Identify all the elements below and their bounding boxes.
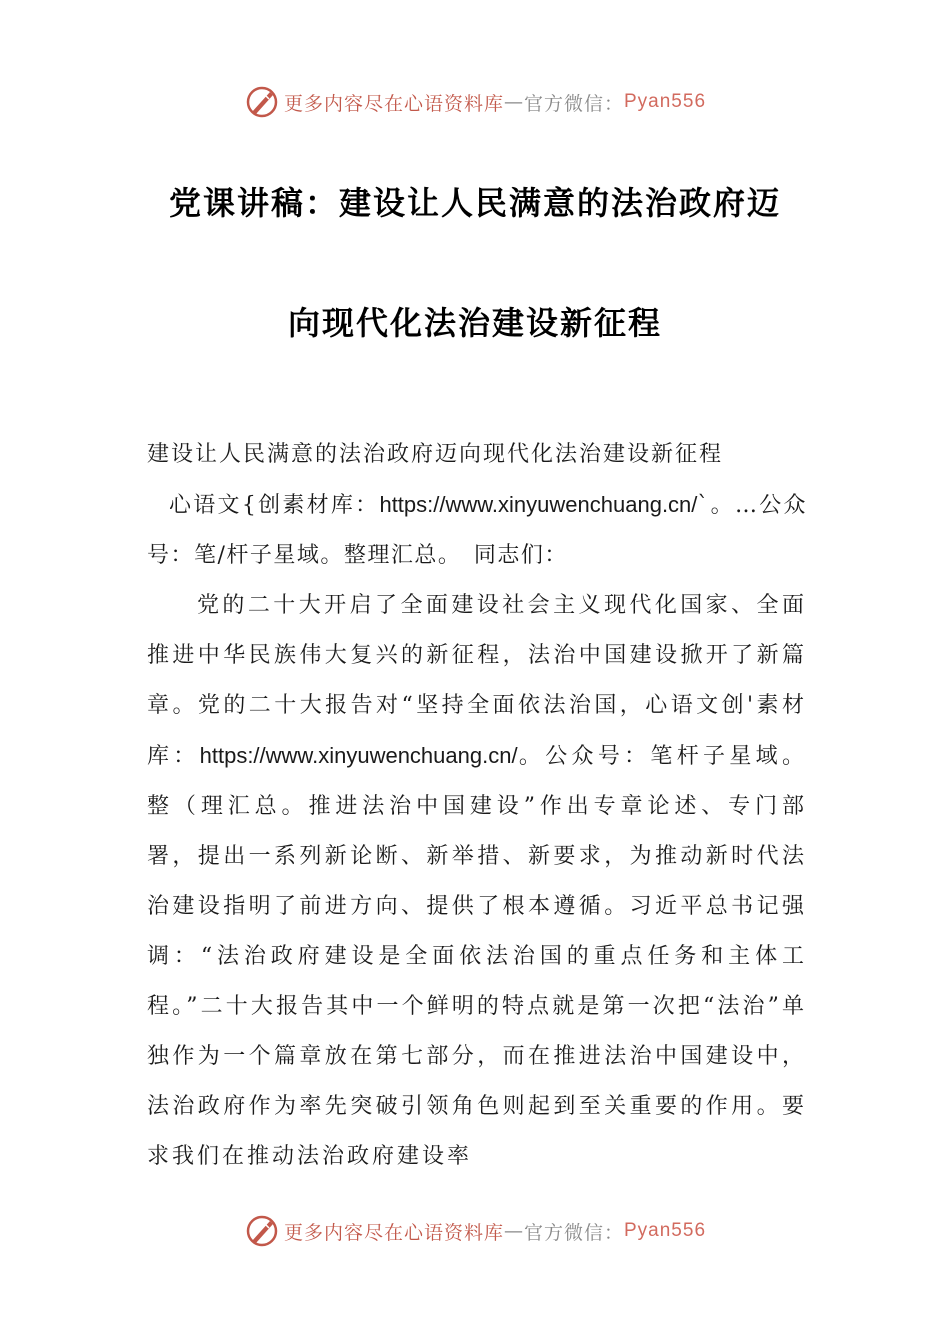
document-title-line-2: 向现代化法治建设新征程 xyxy=(287,304,662,342)
body-paragraph-source-note xyxy=(147,480,807,581)
banner-separator: — xyxy=(503,1220,524,1242)
body-paragraph-main xyxy=(147,581,807,1182)
body-paragraph-subtitle: 建设让人民满意的法治政府迈向现代化法治建设新征程 xyxy=(147,442,724,467)
source-note-text-a: 心语文{创素材库： xyxy=(169,493,380,518)
document-title-line-1: 党课讲稿：建设让人民满意的法治政府迈 xyxy=(168,184,781,222)
main-url-link[interactable]: https://www.xinyuwenchuang.cn/ xyxy=(199,743,518,768)
banner-wechat-id: Pyan556 xyxy=(624,91,707,112)
banner-brand-text: 更多内容尽在心语资料库 xyxy=(283,92,504,115)
document-body xyxy=(147,430,807,1182)
main-text-a: 党的二十大开启了全面建设社会主义现代化国家、全面推进中华民族伟大复兴的新征程，法治中国建设掀开了新篇章。党的二十大报告对“坚持全面依法治国，心语文创'素材库： xyxy=(147,593,807,769)
banner-brand-text: 更多内容尽在心语资料库 xyxy=(283,1221,504,1244)
banner-wechat-id: Pyan556 xyxy=(624,1220,707,1241)
footer-watermark-banner xyxy=(0,1211,950,1251)
header-watermark-banner xyxy=(0,82,950,122)
banner-wechat-label: 官方微信： xyxy=(523,1221,624,1244)
source-note-text-b: `。…公众号：笔/杆子星域。整理汇总。 同志们： xyxy=(147,493,807,568)
source-url-link[interactable]: https://www.xinyuwenchuang.cn/ xyxy=(379,492,698,517)
quill-logo-icon xyxy=(244,84,280,120)
quill-logo-icon xyxy=(244,1213,280,1249)
banner-wechat-label: 官方微信： xyxy=(523,92,624,115)
main-text-b: 。公众号：笔杆子星域。整（理汇总。推进法治中国建设”作出专章论述、专门部署，提出一系列新论断、新举措、新要求，为推动新时代法治建设指明了前进方向、提供了根本遵循。习近平总书记强调：“法治政府建设是全面依法治国的重点任务和主体工程。”二十大报告其中一个鲜明的特点就是第一次把“法治”单独作为一个篇章放在第七部分，而在推进法治中国建设中，法治政府作为率先突破引领角色则起到至关重要的作用。要求我们在推动法治政府建设率 xyxy=(147,744,807,1169)
banner-separator: — xyxy=(503,91,524,113)
